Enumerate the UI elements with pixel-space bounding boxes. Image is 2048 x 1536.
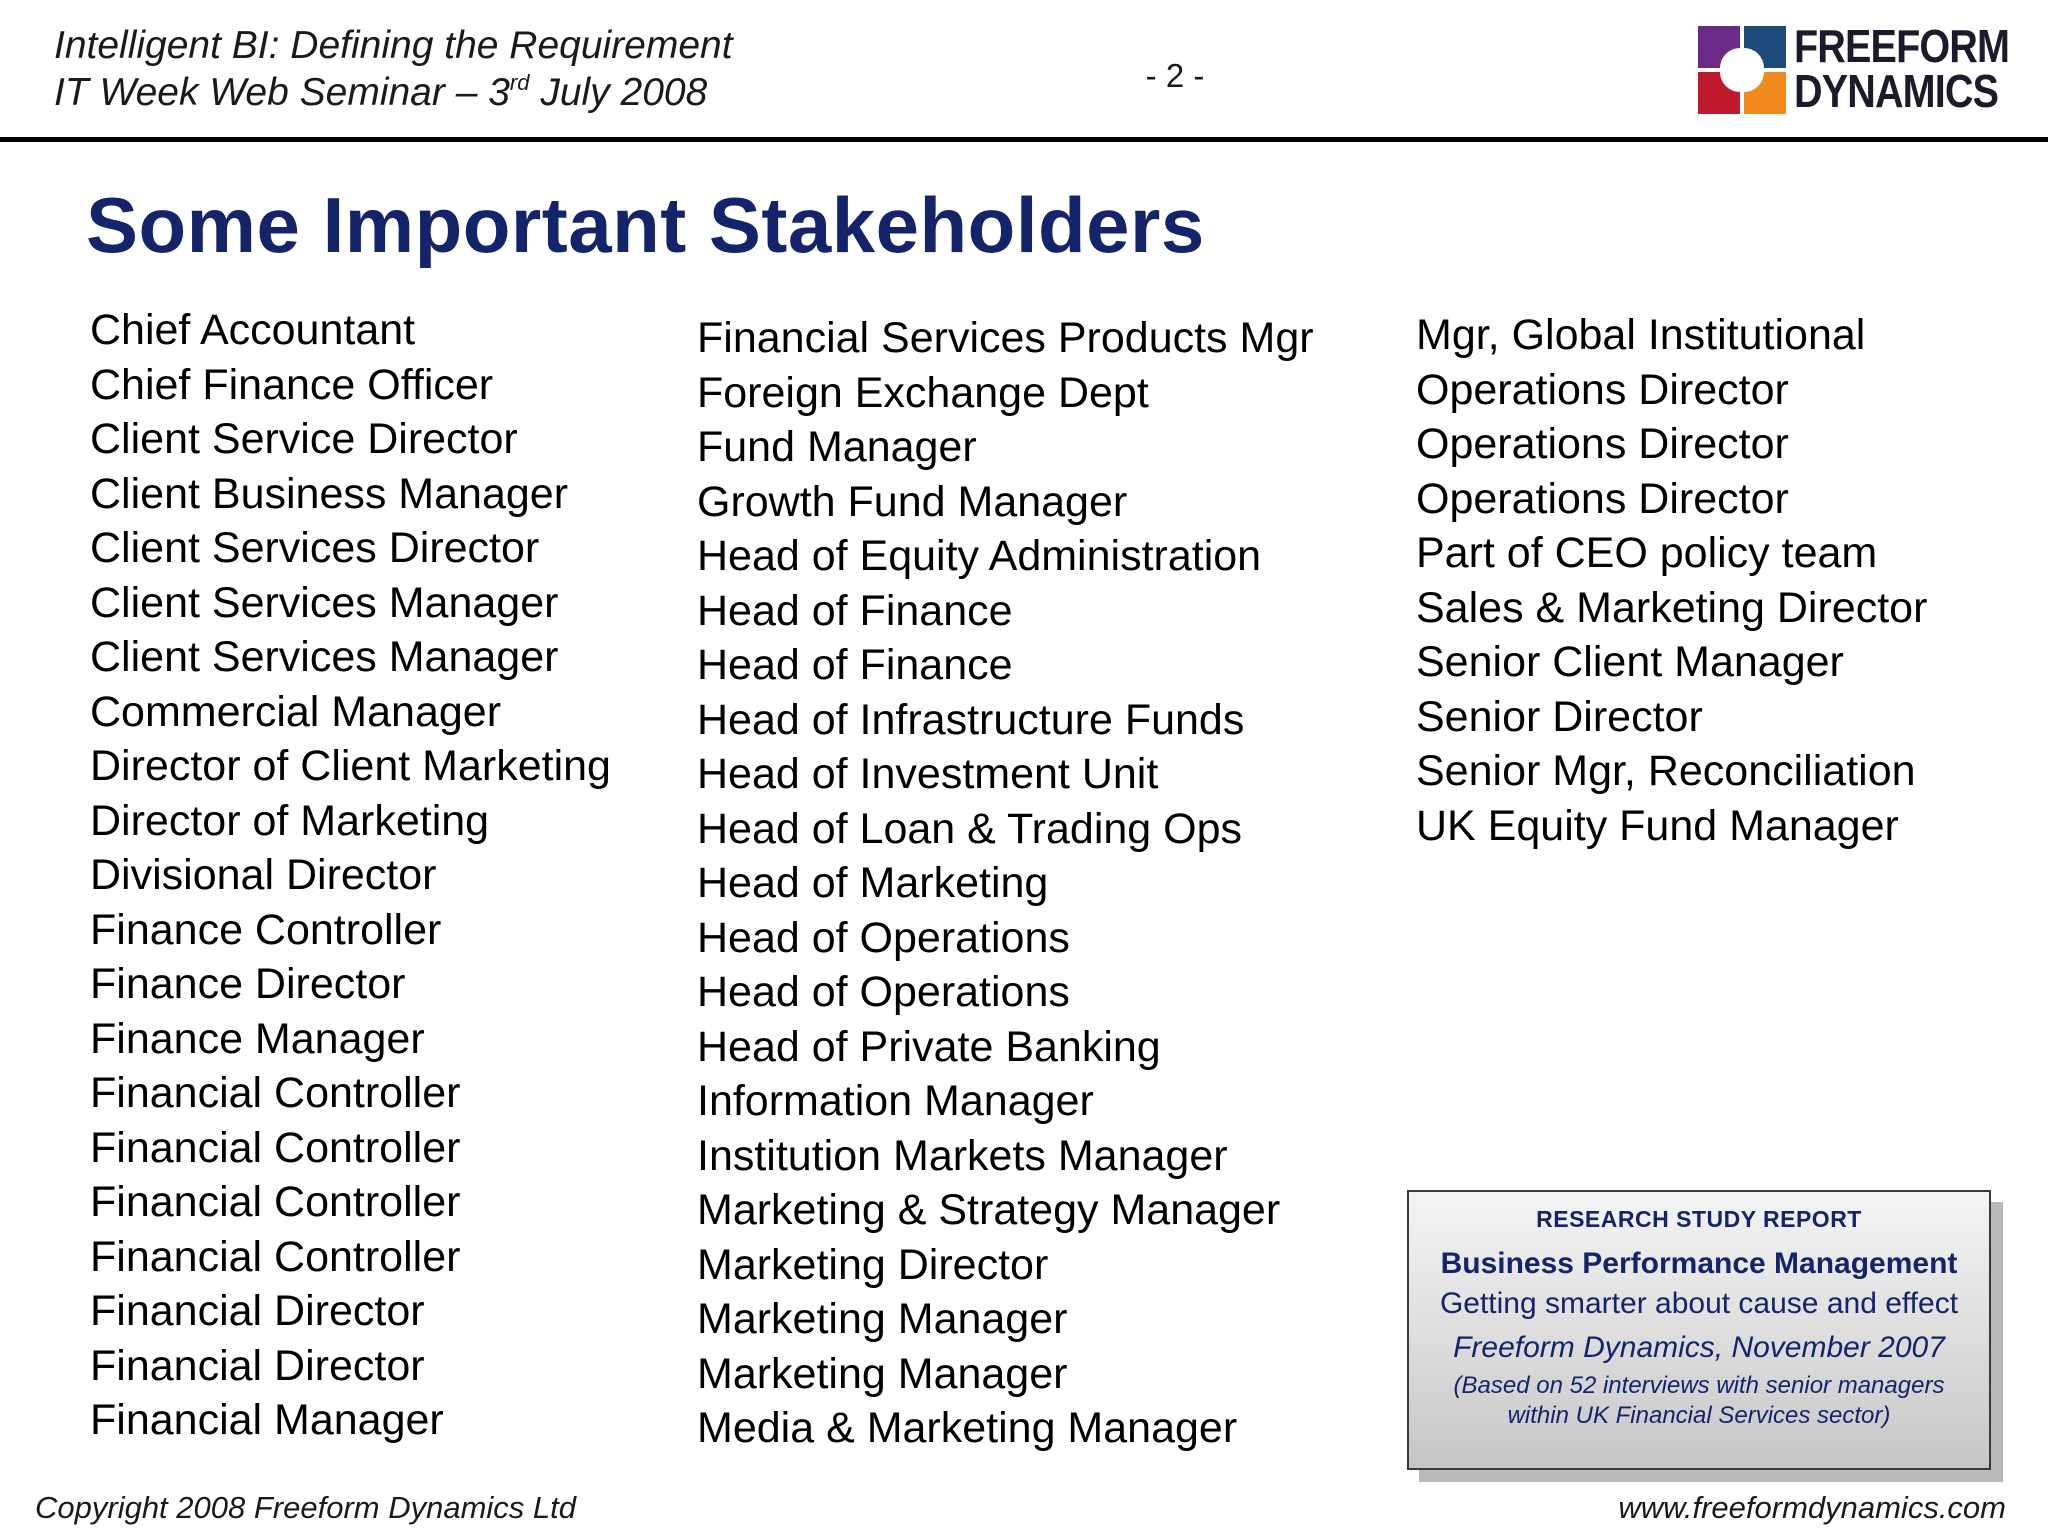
stakeholder-item: Head of Equity Administration: [697, 532, 1262, 580]
stakeholder-item: Marketing Manager: [697, 1349, 1068, 1398]
stakeholder-item: Head of Infrastructure Funds: [697, 695, 1245, 744]
stakeholder-item: Chief Accountant: [90, 306, 416, 354]
stakeholder-item: Chief Finance Officer: [90, 360, 494, 409]
stakeholder-item: Media & Marketing Manager: [697, 1404, 1238, 1452]
stakeholder-item: Head of Finance: [697, 641, 1013, 689]
stakeholder-item: Financial Manager: [90, 1396, 444, 1444]
logo-wordmark-line1: FREEFORM: [1794, 20, 2010, 72]
report-note: (Based on 52 interviews with senior managers within UK Financial Services sector): [1453, 1372, 1945, 1429]
stakeholder-column-3: [1416, 308, 1927, 853]
stakeholder-item: Financial Controller: [90, 1069, 461, 1117]
stakeholder-item: Marketing Director: [697, 1240, 1049, 1289]
stakeholder-item: Director of Marketing: [90, 796, 490, 845]
header-divider: [0, 137, 2048, 142]
header-subtitle-suffix: July 2008: [529, 71, 708, 114]
stakeholder-item: Marketing & Strategy Manager: [697, 1186, 1281, 1234]
stakeholder-column-1: [90, 303, 611, 1448]
stakeholder-item: Financial Controller: [90, 1123, 461, 1172]
stakeholder-item: Senior Mgr, Reconciliation: [1416, 747, 1916, 795]
stakeholder-column-2: [697, 311, 1314, 1456]
stakeholder-item: Growth Fund Manager: [697, 477, 1128, 526]
logo-orange-quadrant: [1744, 72, 1786, 114]
report-source: Freeform Dynamics, November 2007: [1453, 1331, 1945, 1364]
stakeholder-item: Senior Director: [1416, 692, 1703, 741]
stakeholder-item: Marketing Manager: [697, 1295, 1068, 1343]
stakeholder-item: Client Services Director: [90, 524, 540, 572]
logo-red-quadrant: [1698, 72, 1740, 114]
stakeholder-item: Financial Services Products Mgr: [697, 314, 1314, 362]
logo-blue-quadrant: [1744, 26, 1786, 68]
stakeholder-item: Senior Client Manager: [1416, 638, 1844, 686]
logo-wordmark: [1794, 20, 2010, 117]
stakeholder-item: Head of Operations: [697, 913, 1070, 962]
stakeholder-item: Sales & Marketing Director: [1416, 583, 1928, 632]
stakeholder-item: Financial Controller: [90, 1178, 461, 1226]
stakeholder-item: Director of Client Marketing: [90, 742, 611, 790]
report-label: RESEARCH STUDY REPORT: [1536, 1206, 1862, 1232]
freeform-dynamics-logo: [1698, 20, 2010, 117]
stakeholder-item: Head of Loan & Trading Ops: [697, 804, 1243, 853]
stakeholder-item: Financial Director: [90, 1287, 425, 1335]
stakeholder-item: Finance Manager: [90, 1014, 425, 1063]
footer-website: www.freeformdynamics.com: [1618, 1490, 2006, 1525]
stakeholder-item: Commercial Manager: [90, 687, 502, 736]
stakeholder-item: Information Manager: [697, 1077, 1094, 1125]
header-subtitle-superscript: rd: [509, 70, 530, 95]
stakeholder-item: Operations Director: [1416, 365, 1789, 414]
header-subtitle-prefix: IT Week Web Seminar – 3: [54, 71, 510, 114]
stakeholder-item: Client Service Director: [90, 415, 518, 463]
stakeholder-item: Head of Investment Unit: [697, 750, 1159, 798]
stakeholder-item: Finance Controller: [90, 905, 442, 954]
stakeholder-item: Finance Director: [90, 960, 406, 1008]
stakeholder-item: Operations Director: [1416, 474, 1789, 523]
stakeholder-item: Part of CEO policy team: [1416, 529, 1878, 577]
stakeholder-item: Fund Manager: [697, 423, 977, 471]
stakeholder-item: Head of Operations: [697, 968, 1070, 1016]
logo-mark-icon: [1698, 26, 1786, 114]
header-subtitle: [54, 71, 707, 115]
stakeholder-item: Head of Private Banking: [697, 1022, 1161, 1071]
stakeholder-item: Financial Director: [90, 1341, 425, 1390]
slide-title: Some Important Stakeholders: [86, 181, 1205, 269]
stakeholder-item: Operations Director: [1416, 420, 1789, 468]
logo-purple-quadrant: [1698, 26, 1740, 68]
stakeholder-item: Institution Markets Manager: [697, 1131, 1228, 1180]
stakeholder-item: Client Business Manager: [90, 469, 569, 518]
page-number: - 2 -: [1145, 57, 1205, 94]
stakeholder-item: Client Services Manager: [90, 633, 559, 681]
stakeholder-item: Foreign Exchange Dept: [697, 368, 1149, 417]
header-title: Intelligent BI: Defining the Requirement: [54, 24, 733, 67]
report-subtitle: Getting smarter about cause and effect: [1439, 1287, 1959, 1320]
logo-wordmark-line2: DYNAMICS: [1794, 65, 1999, 117]
stakeholder-item: Divisional Director: [90, 851, 437, 899]
research-report-box: [1407, 1190, 1991, 1470]
footer-copyright: Copyright 2008 Freeform Dynamics Ltd: [35, 1490, 577, 1525]
stakeholder-item: Head of Marketing: [697, 859, 1049, 907]
stakeholder-item: Client Services Manager: [90, 578, 559, 627]
report-title: Business Performance Management: [1440, 1247, 1958, 1280]
stakeholder-item: Head of Finance: [697, 586, 1013, 635]
stakeholder-item: UK Equity Fund Manager: [1416, 801, 1899, 850]
stakeholder-item: Financial Controller: [90, 1232, 461, 1281]
stakeholder-item: Mgr, Global Institutional: [1416, 311, 1866, 359]
